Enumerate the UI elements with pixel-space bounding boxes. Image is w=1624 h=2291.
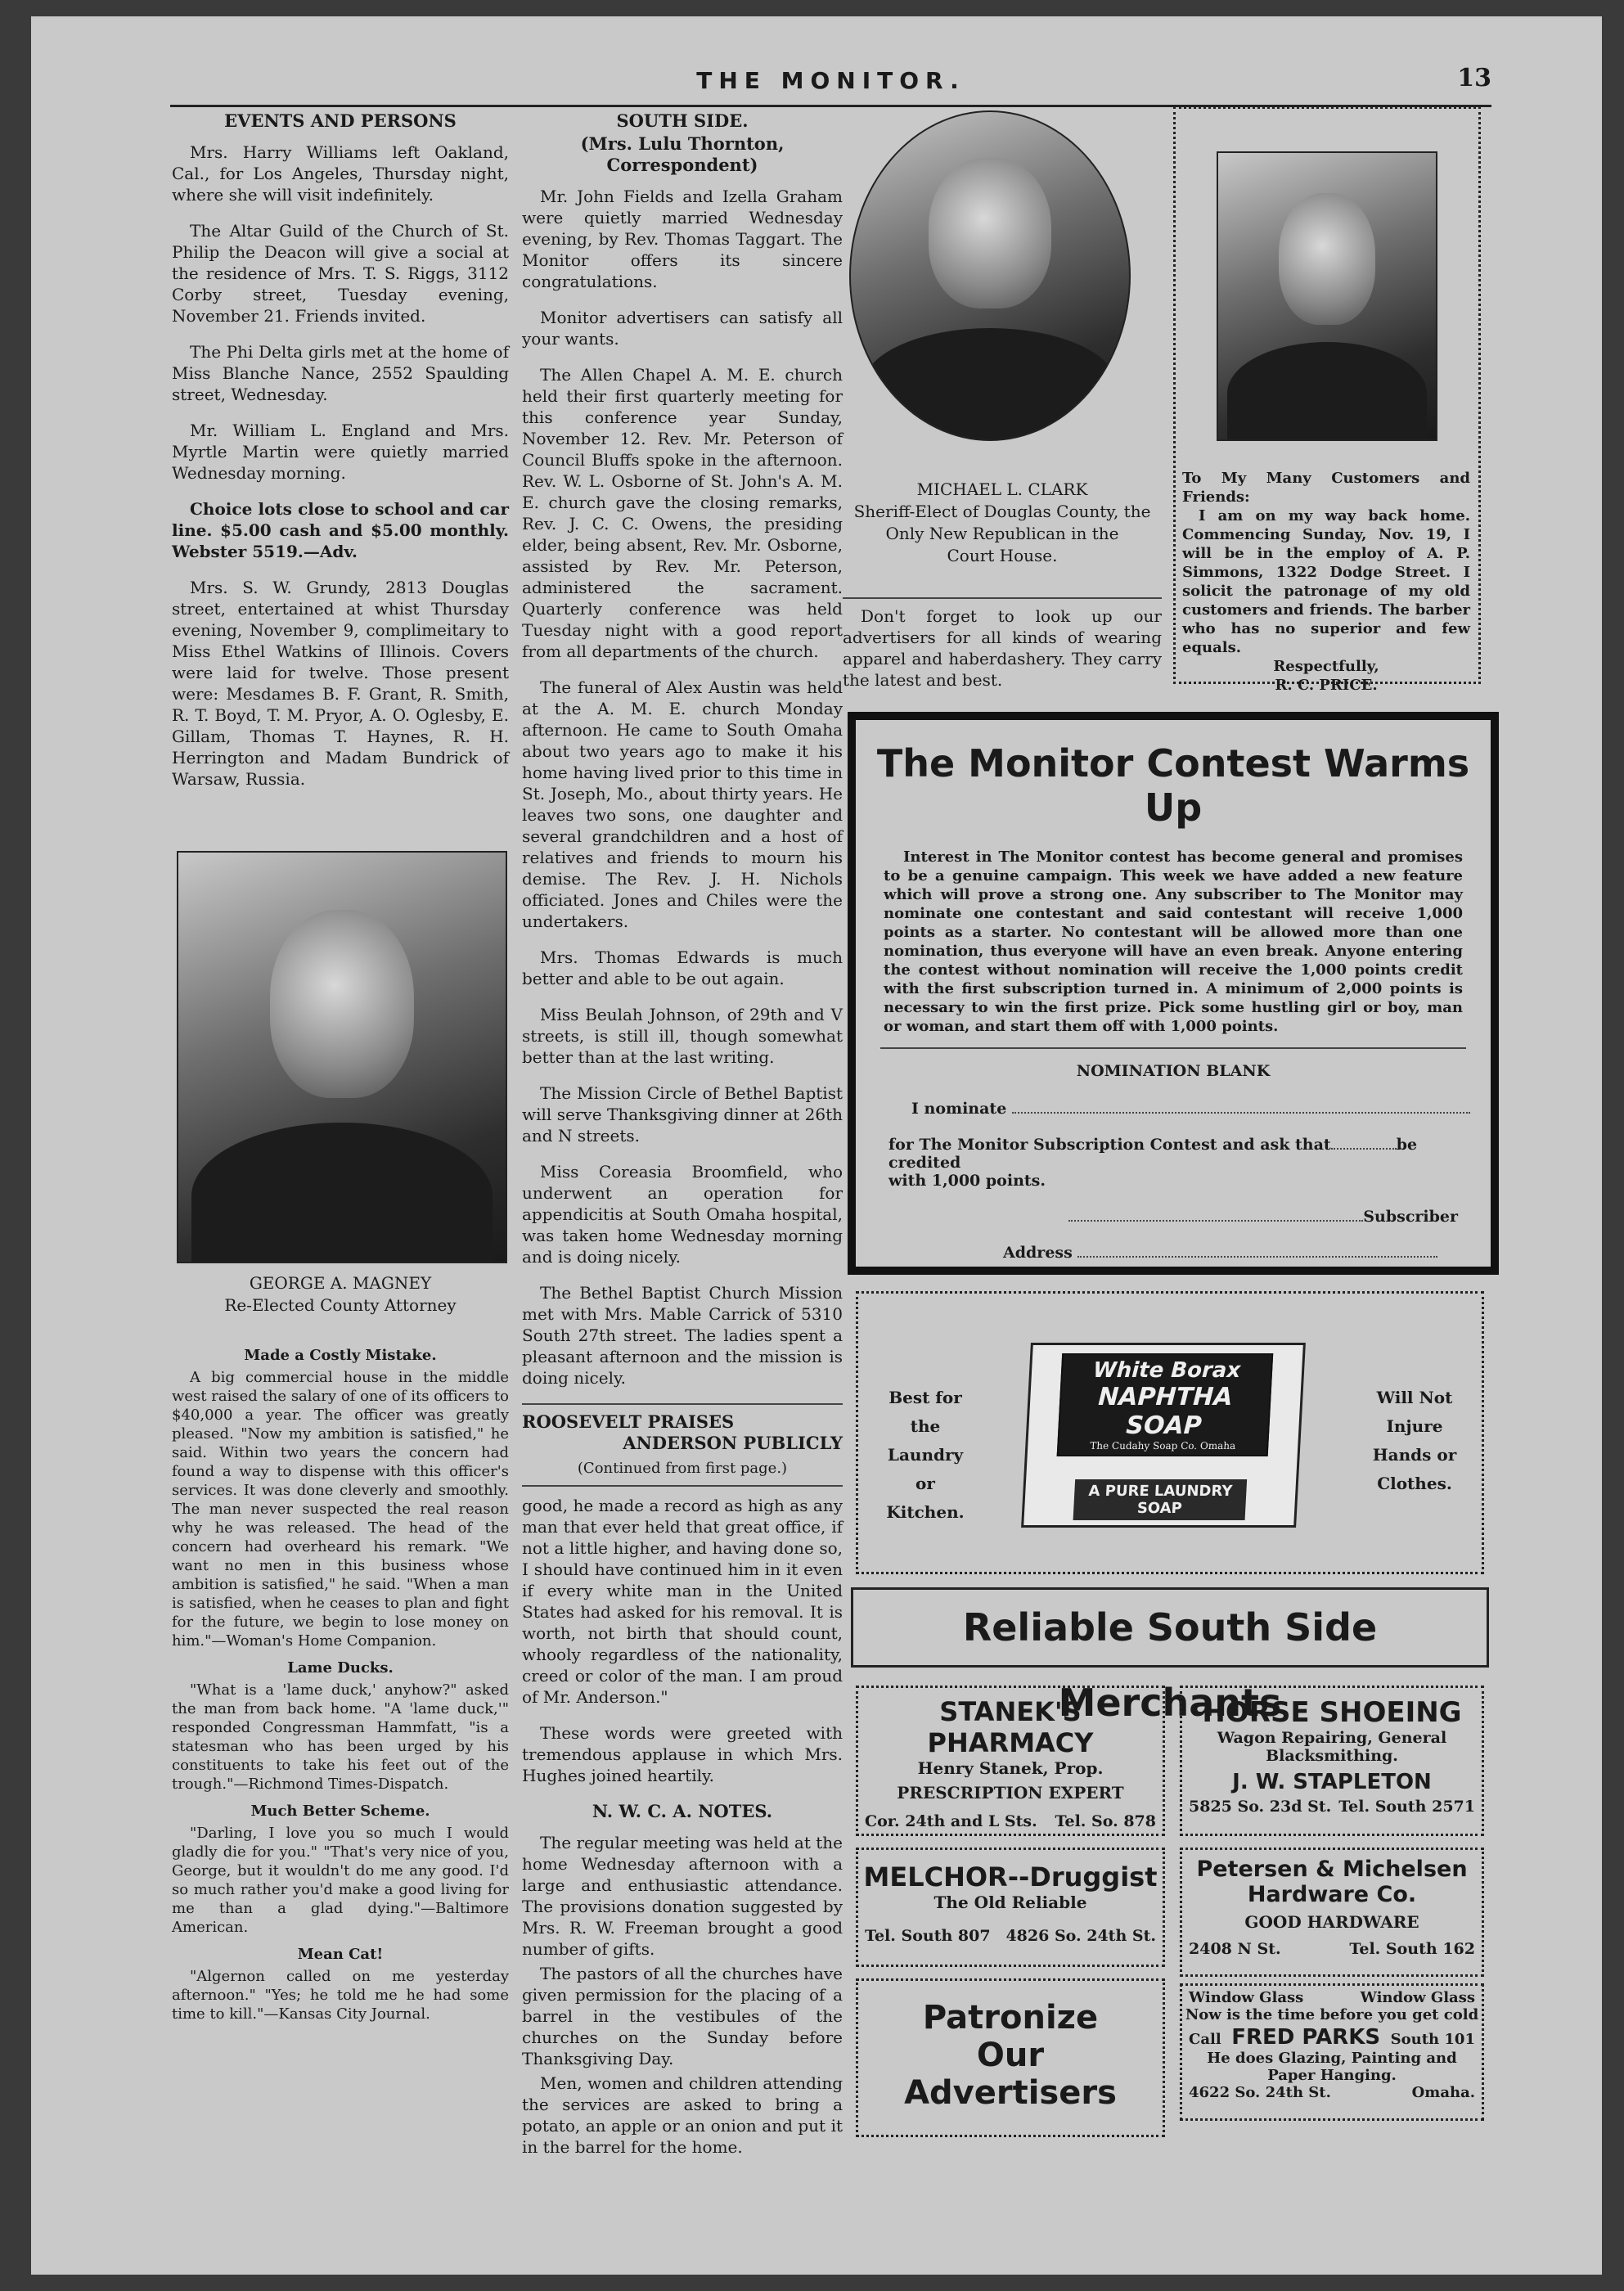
- soap-right-line: Injure: [1386, 1416, 1443, 1436]
- newspaper-title: THE MONITOR.: [696, 67, 965, 94]
- melchor-ad: [856, 1848, 1165, 1967]
- roosevelt-paragraph: These words were greeted with tremendous applause in which Mrs. Hughes joined heartily.: [522, 1723, 843, 1785]
- soap-band: A PURE LAUNDRY SOAP: [1073, 1479, 1248, 1520]
- misc-heading: Mean Cat!: [297, 1946, 384, 1963]
- address-line: [1003, 1244, 1491, 1262]
- contest-box: [848, 712, 1499, 1275]
- price-ad: [1173, 106, 1481, 694]
- price-signature: R. C. PRICE.: [1275, 677, 1378, 694]
- credit-line-3: with 1,000 points.: [888, 1172, 1046, 1190]
- south-side-paragraph: The Mission Circle of Bethel Baptist will serve Thanksgiving dinner at 26th and N streets.: [522, 1083, 843, 1146]
- melchor-sub: The Old Reliable: [933, 1893, 1087, 1912]
- price-ad-text: [1182, 469, 1470, 695]
- staneks-address: Cor. 24th and L Sts.: [865, 1812, 1037, 1830]
- misc-heading: Made a Costly Mistake.: [244, 1347, 437, 1364]
- magney-title: Re-Elected County Attorney: [224, 1295, 457, 1315]
- soap-left-line: Laundry: [887, 1445, 964, 1465]
- clark-note-text: Don't forget to look up our advertisers for all kinds of wearing apparel and haberdashery. They carry the latest and best.: [843, 606, 1162, 690]
- events-paragraph: Choice lots close to school and car line. $5.00 cash and $5.00 monthly. Webster 5519.—Adv.: [172, 499, 509, 561]
- events-paragraph: Mrs. S. W. Grundy, 2813 Douglas street, entertained at whist Thursday evening, November 9, complimeitary to Miss Ethel Watkins of Illinois. Covers were laid for twelve. Those present were: Mesdames B. F. Grant, R. Smith, R. T. Boyd, T. M. Pryor, A. O. Oglesby, E. Gillam, Thomas T. Haynes, R. H. Herrington and Madam Bundrick of Warsaw, Russia.: [172, 578, 509, 789]
- horse-shoeing-tel: Tel. South 2571: [1338, 1798, 1475, 1816]
- nominate-label: I nominate: [911, 1100, 1007, 1118]
- south-side-heading: SOUTH SIDE.: [616, 110, 749, 131]
- events-paragraph: Mrs. Harry Williams left Oakland, Cal., for Los Angeles, Thursday night, where she will visit indefinitely.: [172, 142, 509, 205]
- parks-name: FRED PARKS: [1231, 2025, 1381, 2050]
- soap-right-line: Clothes.: [1377, 1474, 1452, 1493]
- clark-line: Sheriff-Elect of Douglas County, the: [853, 502, 1151, 521]
- south-side-paragraph: Miss Coreasia Broomfield, who underwent an operation for appendicitis at South Omaha hospital, was taken home Wednesday morning and is doing nicely.: [522, 1162, 843, 1267]
- nwca-paragraph: Men, women and children attending the services are asked to bring a potato, an apple or an onion and put it in the barrel for the home.: [522, 2073, 843, 2157]
- south-side-paragraph: Miss Beulah Johnson, of 29th and V streets, is still ill, though somewhat better than at the last writing.: [522, 1005, 843, 1067]
- price-salutation: To My Many Customers and Friends:: [1182, 470, 1470, 506]
- misc-text: A big commercial house in the middle west raised the salary of one of its officers to $40,000 a year. The officer was greatly pleased. "Now my ambition is satisfied," he said. Within two years the concern had found a way to dispense with this officer's services. It was done cleverly and smoothly. The man never suspected the real reason why he was released. The head of the concern had overheard his remark. "We want no men in this business whose ambition is satisfied," he said. "When a man is satisfied, when he ceases to plan and fight for the future, we begin to lose money on him."—Woman's Home Companion.: [172, 1369, 509, 1650]
- nwca-paragraph: The regular meeting was held at the home Wednesday afternoon with a large and enthusiastic attendance. The provisions donation suggested by Mrs. R. W. Freeman brought a good number of gifts.: [522, 1833, 843, 1959]
- parks-call: Call: [1189, 2031, 1221, 2048]
- soap-brand: White Borax: [1092, 1358, 1241, 1383]
- parks-line-1a: Window Glass: [1189, 1989, 1304, 2006]
- contest-text: Interest in The Monitor contest has become general and promises to be a genuine campaign. This week we have added a new feature which will prove a strong one. Any subscriber to The Monitor may nominate one contestant and said contestant will receive 1,000 points as a starter. No contestant will be allowed more than one nomination, thus everyone will have an even break. Anyone entering the contest without nomination will receive the 1,000 points credit with the first subscription turned in. A minimum of 2,000 points is necessary to win the first prize. Pick some hustling girl or boy, man or woman, and start them off with 1,000 points.: [884, 848, 1463, 1035]
- soap-left-line: Best for the: [888, 1388, 962, 1436]
- roosevelt-heading: ROOSEVELT PRAISES: [522, 1411, 735, 1432]
- petersen-tel: Tel. South 162: [1349, 1940, 1475, 1958]
- soap-right-line: Hands or: [1372, 1445, 1457, 1465]
- south-side-paragraph: Mr. John Fields and Izella Graham were quietly married Wednesday evening, by Rev. Thomas Taggart. The Monitor offers its sincere congratulations.: [522, 187, 843, 291]
- misc-heading: Lame Ducks.: [287, 1659, 394, 1677]
- soap-ad: [856, 1291, 1484, 1574]
- clark-caption: [843, 479, 1162, 567]
- roosevelt-paragraph: good, he made a record as high as any man that ever held that great office, if not a little higher, and having done so, I should have continued him in it even if every white man in the United States had asked for his removal. It is worth, not birth that should count, whooly regardless of the nationality, creed or color of the man. I am proud of Mr. Anderson.": [522, 1496, 843, 1707]
- roosevelt-continued: (Continued from first page.): [577, 1460, 788, 1477]
- nomination-blank-title: NOMINATION BLANK: [1076, 1062, 1271, 1080]
- parks-line-4: He does Glazing, Painting and: [1207, 2050, 1457, 2067]
- horse-shoeing-ad: [1180, 1686, 1484, 1836]
- roosevelt-heading-2: ANDERSON PUBLICLY: [623, 1433, 843, 1453]
- soap-left-line: Kitchen.: [886, 1502, 965, 1522]
- price-body: I am on my way back home. Commencing Sunday, Nov. 19, I will be in the employ of A. P. Simmons, 1322 Dodge Street. I solicit the patronage of my old customers and friends. The barber who has no superior and few equals.: [1182, 507, 1470, 656]
- parks-address: 4622 So. 24th St.: [1189, 2084, 1331, 2101]
- price-portrait: [1217, 151, 1437, 441]
- patronize-line: Our: [976, 2037, 1045, 2074]
- subscriber-line: [856, 1208, 1458, 1226]
- petersen-sub: GOOD HARDWARE: [1244, 1912, 1419, 1932]
- soap-right-line: Will Not: [1376, 1388, 1453, 1407]
- clark-portrait: [849, 110, 1131, 441]
- nwca-heading: N. W. C. A. NOTES.: [592, 1801, 773, 1821]
- horse-shoeing-address: 5825 So. 23d St.: [1189, 1798, 1332, 1816]
- south-side-paragraph: Monitor advertisers can satisfy all your wants.: [522, 308, 843, 349]
- parks-tel: South 101: [1390, 2031, 1475, 2048]
- events-paragraph: The Phi Delta girls met at the home of Miss Blanche Nance, 2552 Spaulding street, Wednesday.: [172, 342, 509, 404]
- credit-line-1: for The Monitor Subscription Contest and ask that: [888, 1136, 1331, 1154]
- melchor-name: MELCHOR--Druggist: [863, 1861, 1158, 1893]
- misc-text: "Darling, I love you so much I would gladly die for you." "That's very nice of you, George, but it wouldn't do me any good. I'd so much rather you'd make a good living for me than a glad dying."—Baltimore American.: [172, 1825, 509, 1936]
- petersen-name: Petersen & Michelsen: [1196, 1857, 1468, 1882]
- soap-box: [1021, 1343, 1306, 1528]
- clark-line: Court House.: [947, 546, 1058, 565]
- newspaper-page: [31, 16, 1602, 2275]
- petersen-ad: [1180, 1848, 1484, 1977]
- clark-note: [843, 597, 1162, 705]
- magney-name: GEORGE A. MAGNEY: [249, 1273, 432, 1293]
- soap-right-text: [1365, 1384, 1464, 1498]
- nominate-line: [911, 1100, 1491, 1118]
- soap-left-line: or: [915, 1474, 935, 1493]
- magney-portrait: [177, 851, 507, 1263]
- petersen-name-2: Hardware Co.: [1247, 1882, 1417, 1907]
- misc-text: "What is a 'lame duck,' anyhow?" asked the man from back home. "A 'lame duck,'" responded Congressman Hammfatt, "is a statesman who has been urged by his constituents to take his feet out of the trough."—Richmond Times-Dispatch.: [172, 1681, 509, 1793]
- magney-caption: [172, 1272, 509, 1317]
- events-column: [172, 110, 509, 804]
- address-label: Address: [1003, 1244, 1073, 1262]
- price-closing: Respectfully,: [1273, 658, 1379, 675]
- misc-column: [172, 1346, 509, 2032]
- subscriber-label: Subscriber: [1363, 1208, 1458, 1226]
- south-side-paragraph: The Bethel Baptist Church Mission met with Mrs. Mable Carrick of 5310 South 27th street. The ladies spent a pleasant afternoon and the mission is doing nicely.: [522, 1283, 843, 1388]
- events-paragraph: The Altar Guild of the Church of St. Philip the Deacon will give a social at the residence of Mrs. T. S. Riggs, 3112 Corby street, Tuesday evening, November 21. Friends invited.: [172, 221, 509, 326]
- staneks-tel: Tel. So. 878: [1055, 1812, 1156, 1830]
- nwca-paragraph: The pastors of all the churches have given permission for the placing of a barrel in the vestibules of the churches on the Sunday before Thanksgiving Day.: [522, 1964, 843, 2068]
- soap-product: NAPHTHA SOAP: [1097, 1383, 1234, 1440]
- page-number: 13: [1457, 64, 1491, 92]
- melchor-address: 4826 So. 24th St.: [1005, 1927, 1156, 1945]
- parks-city: Omaha.: [1411, 2084, 1475, 2101]
- fred-parks-ad: [1180, 1983, 1484, 2121]
- clark-line: Only New Republican in the: [885, 524, 1119, 543]
- misc-text: "Algernon called on me yesterday afternoon." "Yes; he told me he had some time to kill."—Kansas City Journal.: [172, 1968, 509, 2023]
- staneks-prop: Henry Stanek, Prop.: [917, 1758, 1104, 1778]
- contest-title: The Monitor Contest Warms Up: [876, 741, 1470, 830]
- parks-line-1b: Window Glass: [1360, 1989, 1475, 2006]
- masthead: [170, 56, 1491, 107]
- patronize-line: Advertisers: [904, 2074, 1117, 2112]
- staneks-expert: PRESCRIPTION EXPERT: [897, 1783, 1124, 1803]
- credit-line-2: be credited: [888, 1136, 1418, 1172]
- misc-heading: Much Better Scheme.: [250, 1803, 430, 1820]
- soap-maker: The Cudahy Soap Co. Omaha: [1089, 1440, 1236, 1452]
- horse-shoeing-owner: J. W. STAPLETON: [1232, 1770, 1432, 1794]
- south-side-paragraph: Mrs. Thomas Edwards is much better and able to be out again.: [522, 947, 843, 988]
- credit-line: [888, 1136, 1466, 1190]
- petersen-address: 2408 N St.: [1189, 1940, 1281, 1958]
- events-heading: EVENTS AND PERSONS: [224, 110, 457, 131]
- clark-name: MICHAEL L. CLARK: [916, 479, 1088, 499]
- south-side-paragraph: The funeral of Alex Austin was held at the A. M. E. church Monday afternoon. He came to South Omaha about two years ago to make it his home having lived prior to this time in St. Joseph, Mo., about thirty years. He leaves two sons, one daughter and several grandchildren and a host of relatives and friends to mourn his demise. The Rev. J. H. Nichols officiated. Jones and Chiles were the undertakers.: [522, 677, 843, 931]
- parks-line-5: Paper Hanging.: [1267, 2067, 1397, 2084]
- parks-line-2: Now is the time before you get cold: [1185, 2006, 1479, 2023]
- melchor-tel: Tel. South 807: [865, 1927, 991, 1945]
- merchants-banner-title: Reliable South Side Merchants: [962, 1605, 1378, 1725]
- horse-shoeing-title: HORSE SHOEING: [1202, 1696, 1462, 1729]
- staneks-name: STANEK'S PHARMACY: [927, 1696, 1094, 1758]
- soap-left-text: [876, 1384, 974, 1527]
- staneks-ad: [856, 1686, 1165, 1836]
- patronize-ad: [856, 1978, 1165, 2137]
- patronize-line: Patronize: [922, 1999, 1099, 2037]
- horse-shoeing-sub: Wagon Repairing, General Blacksmithing.: [1217, 1729, 1447, 1765]
- events-paragraph: Mr. William L. England and Mrs. Myrtle Martin were quietly married Wednesday morning.: [172, 421, 509, 483]
- south-side-column: [522, 110, 843, 2161]
- south-side-subheading: (Mrs. Lulu Thornton, Correspondent): [580, 133, 785, 175]
- south-side-paragraph: The Allen Chapel A. M. E. church held their first quarterly meeting for this conference year Sunday, November 12. Rev. Mr. Peterson of Council Bluffs spoke in the afternoon. Rev. W. L. Osborne of St. John's A. M. E. church gave the closing remarks, Rev. J. C. C. Owens, the presiding elder, being absent, Rev. Mr. Osborne, assisted by Rev. Mr. Peterson, administered the sacrament. Quarterly conference was held Tuesday night with a good report from all departments of the church.: [522, 365, 843, 661]
- patronize-text: [858, 1999, 1163, 2112]
